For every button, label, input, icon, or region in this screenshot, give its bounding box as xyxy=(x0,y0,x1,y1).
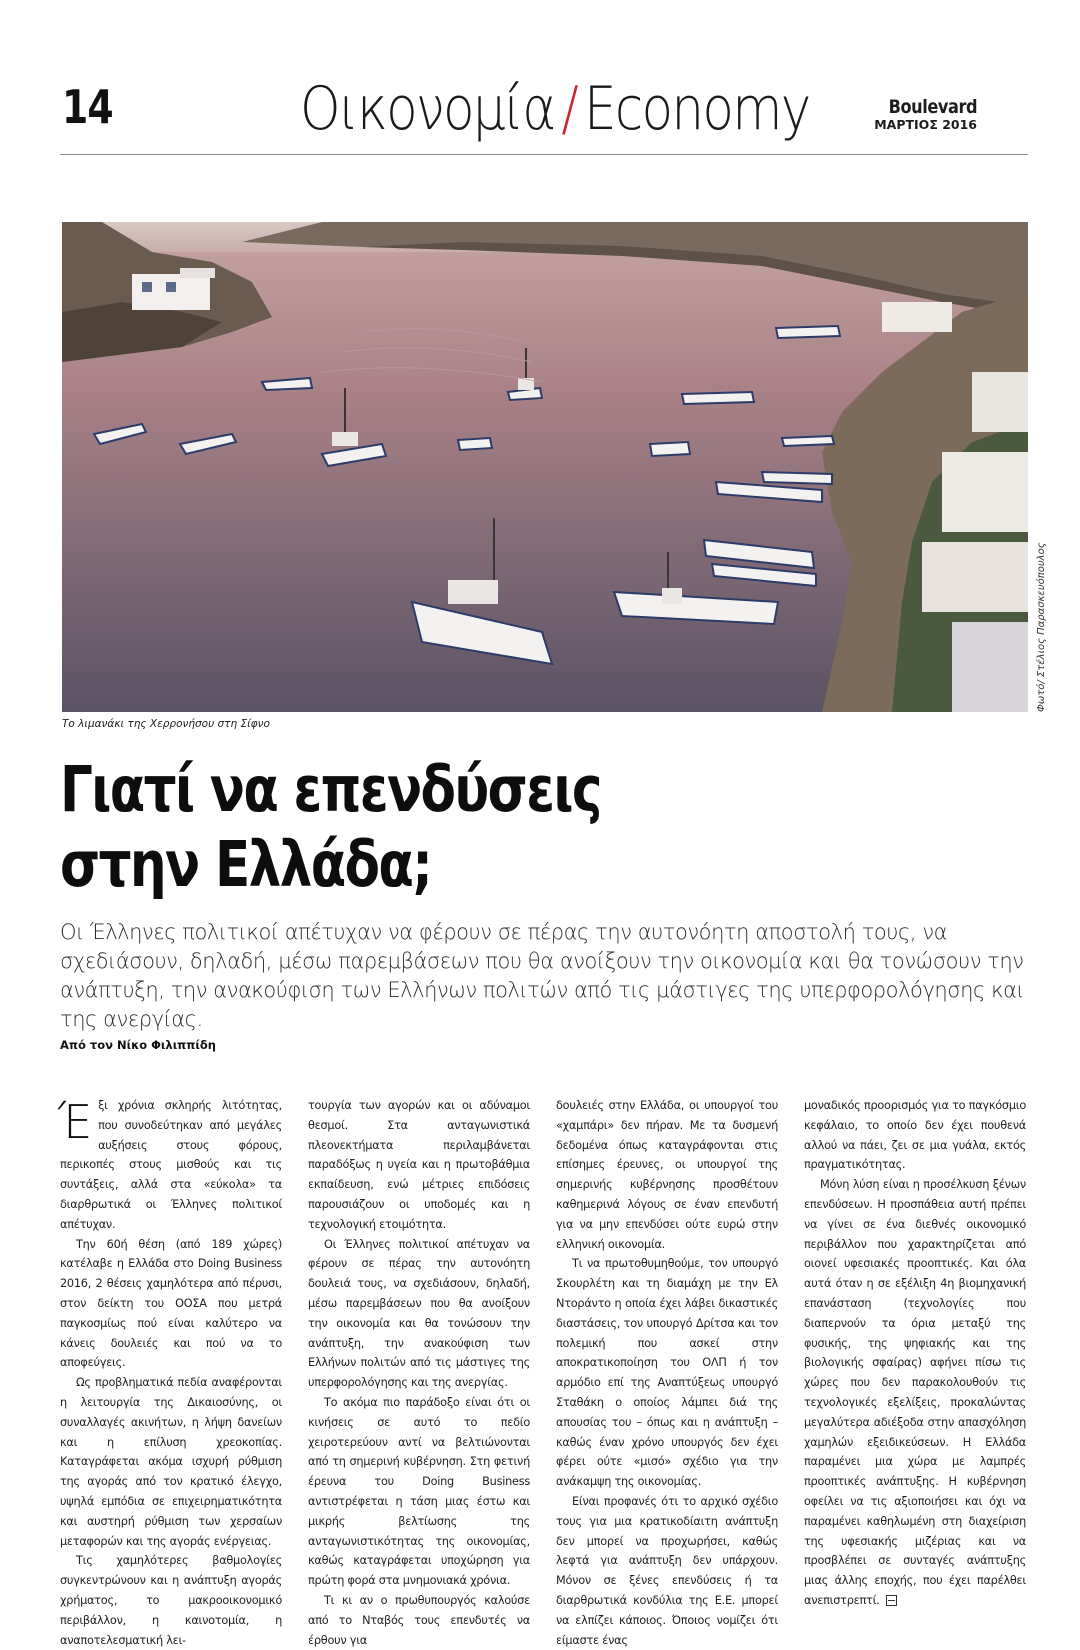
paragraph: Το ακόμα πιο παράδοξο είναι ότι οι κινήσεις σε αυτό το πεδίο χειροτερεύουν αντί να βελτιώνονται από τη σημερινή κυβέρνηση. Στη φετινή έρευνα του Doing Business αντιστρέφεται η τάση μιας έστω και μικρής βελτίωσης της ανταγωνιστικότητας της οικονομίας, καθώς καταγράφεται υποχώρηση για πρώτη φορά στα μνημονιακά χρόνια. xyxy=(308,1395,530,1588)
paragraph: Τι κι αν ο πρωθυπουργός καλούσε από το Νταβός τους επενδυτές να έρθουν για xyxy=(308,1593,530,1647)
header-divider xyxy=(60,154,1028,155)
paragraph: Την 60ή θέση (από 189 χώρες) κατέλαβε η Ελλάδα στο Doing Business 2016, 2 θέσεις χαμηλότερα από πέρυσι, στον δείκτη του ΟΟΣΑ που μετρά παγκοσμίως πού είναι καλύτερο να κάνεις δουλειές και πού να το αποφεύγεις. xyxy=(60,1237,282,1370)
article-column-2 xyxy=(308,1096,530,1650)
article-column-4 xyxy=(804,1096,1026,1611)
paragraph: δουλειές στην Ελλάδα, οι υπουργοί του «χαμπάρι» δεν πήραν. Με τα δυσμενή δεδομένα όπως καταγράφονται στις επίσημες έρευνες, οι υπουργοί της σημερινής κυβέρνησης προσθέτουν καθημερινά λόγους σε έναν επενδυτή για να μην επενδύσει ούτε ευρώ στην ελληνική οικονομία. xyxy=(556,1099,778,1251)
magazine-masthead xyxy=(873,98,977,132)
end-of-article-icon xyxy=(886,1595,897,1606)
paragraph: μοναδικός προορισμός για το παγκόσμιο κεφάλαιο, το οποίο δεν έχει πουθενά αλλού να πάει, ζει σε μια γυάλα, εκτός πραγματικότητας. xyxy=(804,1099,1026,1172)
issue-date: ΜΑΡΤΙΟΣ 2016 xyxy=(874,117,977,132)
section-title xyxy=(300,74,810,144)
paragraph: τουργία των αγορών και οι αδύναμοι θεσμοί. Στα ανταγωνιστικά πλεονεκτήματα περιλαμβάνεται παραδόξως η υγεία και η πρωτοβάθμια εκπαίδευση, ενώ μέτριες επιδόσεις παρουσιάζουν οι υποδομές και η τεχνολογική ετοιμότητα. xyxy=(308,1099,530,1231)
harbor-photo xyxy=(62,222,1028,712)
paragraph: Είναι προφανές ότι το αρχικό σχέδιο τους για μια κρατικοδίαιτη ανάπτυξη δεν μπορεί να προχωρήσει, καθώς λεφτά για ανάπτυξη δεν υπάρχουν. Μόνον σε ξένες επενδύσεις ή τα διαρθρωτικά κονδύλια της Ε.Ε. μπορεί να ελπίζει κάποιος. Όποιος νομίζει ότι είμαστε ένας xyxy=(556,1494,778,1647)
drop-cap: Έ xyxy=(58,1095,93,1149)
article-title-line-2: στην Ελλάδα; xyxy=(60,828,432,901)
section-title-greek: Οικονομία xyxy=(300,74,555,144)
section-slash: / xyxy=(561,74,578,144)
page-number: 14 xyxy=(62,80,113,134)
paragraph: Ως προβληματικά πεδία αναφέρονται η λειτουργία της Δικαιοσύνης, οι συναλλαγές ακινήτων, η λήψη δανείων και η επίλυση χρεοκοπίας. Καταγράφεται ακόμα ισχυρή ρύθμιση της αγοράς από τον κρατικό έλεγχο, υψηλά εμπόδια σε επιχειρηματικότητα και αυστηρή ρύθμιση των χερσαίων μεταφορών και της αγοράς ενέργειας. xyxy=(60,1376,282,1548)
article-title xyxy=(60,752,683,902)
section-title-english: Economy xyxy=(583,74,810,144)
paragraph-text: Μόνη λύση είναι η προσέλκυση ξένων επενδύσεων. Η προσπάθεια αυτή πρέπει να γίνει σε ένα διεθνές οικονομικό περιβάλλον που χαρακτηρίζεται από οιονεί υφεσιακές προοπτικές. Και όλα αυτά όταν η σε εξέλιξη 4η βιομηχανική επανάσταση (τεχνολογίες που διαπερνούν τα όρια μεταξύ της φυσικής, της ψηφιακής και της βιολογικής σφαίρας) αφήνει πίσω τις χώρες που δεν παρακολουθούν τις τεχνολογικές εξελίξεις, προκαλώντας μεγαλύτερα αδιέξοδα στην απασχόληση χαμηλών εξειδικεύσεων. Η Ελλάδα παραμένει μια χώρα με λαμπρές προοπτικές ανάπτυξης. Η κυβέρνηση οφείλει να τις αξιοποιήσει και όχι να παραμένει καθηλωμένη στη διαχείριση της υφεσιακής μιζέριας και να προσβλέπει σε συνταγές ανάπτυξης μιας άλλης εποχής, που έχει παρέλθει ανεπιστρεπτί. xyxy=(804,1178,1026,1607)
paragraph: Τις χαμηλότερες βαθμολογίες συγκεντρώνουν και η ανάπτυξη αγοράς χρήματος, το μακροοικονομικό περιβάλλον, η καινοτομία, η αναποτελεσματική λει- xyxy=(60,1554,282,1647)
article-lead: Οι Έλληνες πολιτικοί απέτυχαν να φέρουν σε πέρας την αυτονόητη αποστολή τους, να σχεδιάσουν, δηλαδή, μέσω παρεμβάσεων που θα ανοίξουν την οικονομία και θα τονώσουν την ανάπτυξη, την ανακούφιση των Ελλήνων πολιτών από τις μάστιγες της υπερφορολόγησης και της ανεργίας. xyxy=(60,920,1025,1031)
photo-credit: Φωτό/ Στέλιος Παρασκευόπουλος xyxy=(1036,542,1047,712)
article-column-3 xyxy=(556,1096,778,1650)
paragraph: Οι Έλληνες πολιτικοί απέτυχαν να φέρουν σε πέρας την αυτονόητη δουλειά τους, να σχεδιάσουν, δηλαδή, μέσω παρεμβάσεων που θα ανοίξουν την οικονομία και θα τονώσουν την ανάπτυξη, την ανακούφιση των Ελλήνων πολιτών από τις μάστιγες της υπερφορολόγησης και της ανεργίας. xyxy=(308,1237,530,1390)
article-column-1 xyxy=(60,1096,282,1650)
photo-caption: Το λιμανάκι της Χερρονήσου στη Σίφνο xyxy=(62,718,270,730)
paragraph-text: ξι χρόνια σκληρής λιτότητας, που συνοδεύτηκαν από μεγάλες αυξήσεις στους φόρους, περικοπές στους μισθούς και τις συντάξεις, αλλά στα «εύκολα» τα διαρθρωτικά οι Έλληνες πολιτικοί απέτυχαν. xyxy=(60,1099,282,1231)
paragraph: Τι να πρωτοθυμηθούμε, τον υπουργό Σκουρλέτη και τη διαμάχη με την Ελ Ντοράντο η οποία έχει λάβει δικαστικές διαστάσεις, τον υπουργό Δρίτσα και τον πολεμική που ασκεί στην αποκρατικοποίηση του ΟΛΠ ή τον αρμόδιο επί της Αναπτύξεως υπουργό Σταθάκη ο οποίος λάμπει διά της απουσίας του – όπως και η ανάπτυξη – καθώς έναν χρόνο υπουργός δεν έχει φέρει ούτε «μισό» σχέδιο για την ανάκαμψη της οικονομίας. xyxy=(556,1257,778,1489)
magazine-name: Boulevard xyxy=(888,96,977,118)
article-byline: Από τον Νίκο Φιλιππίδη xyxy=(60,1038,216,1052)
paragraph xyxy=(60,1096,282,1235)
paragraph xyxy=(804,1175,1026,1611)
article-title-line-1: Γιατί να επενδύσεις xyxy=(60,753,601,826)
